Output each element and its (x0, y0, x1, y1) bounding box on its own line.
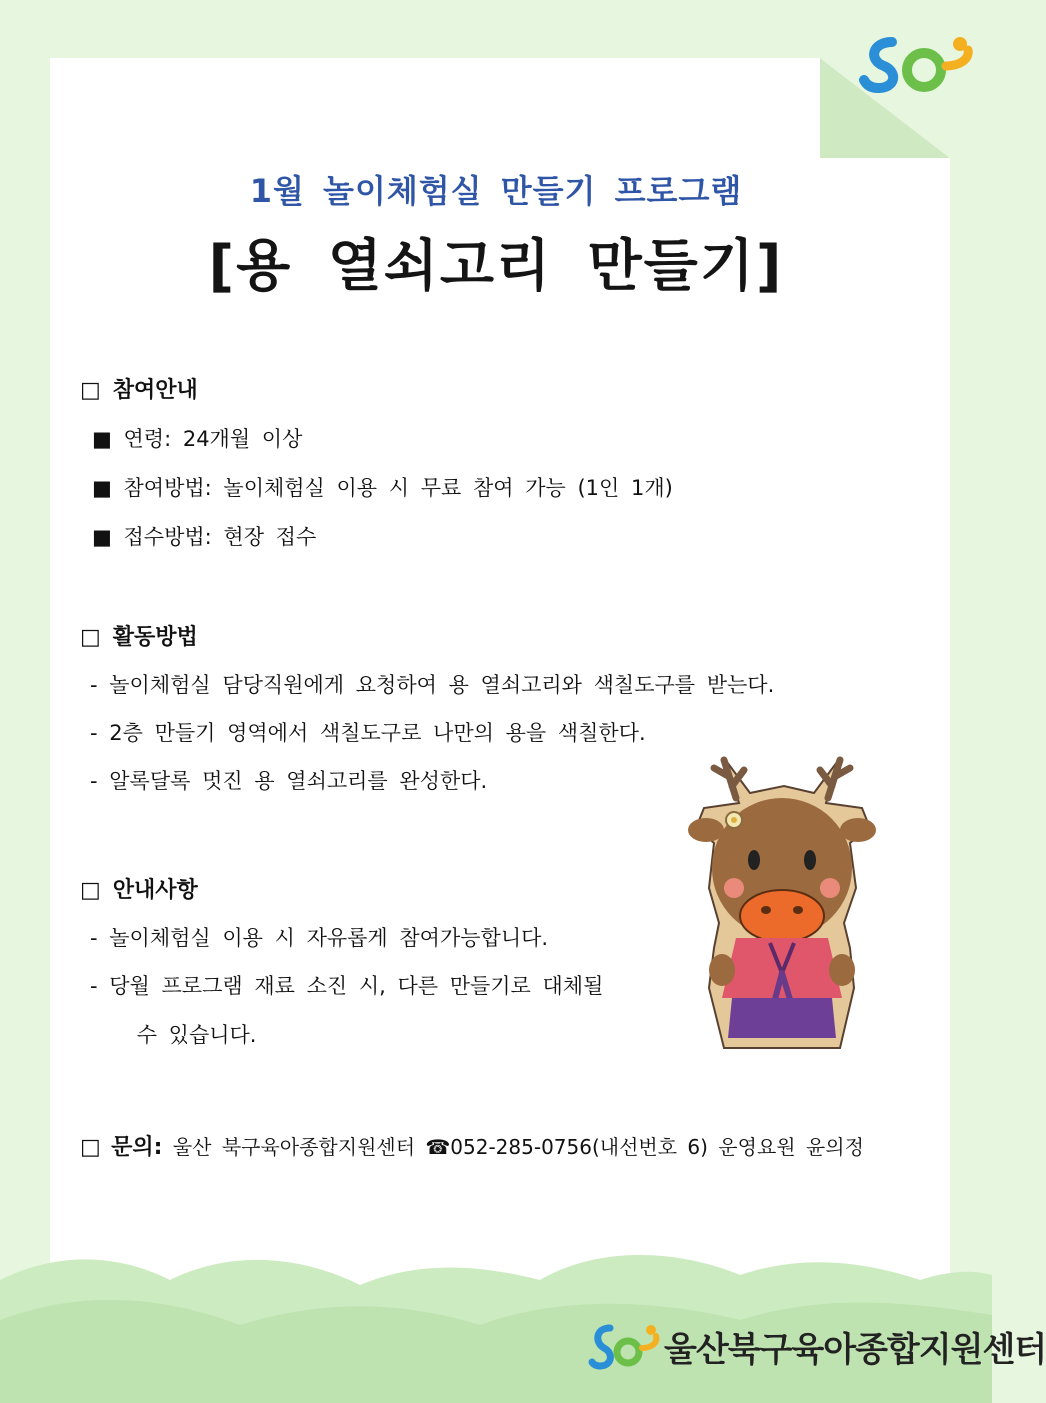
checkbox-square-icon: □ (80, 625, 101, 650)
activity-step-3: - 알록달록 멋진 용 열쇠고리를 완성한다. (90, 769, 488, 793)
notice-item-2: - 당월 프로그램 재료 소진 시, 다른 만들기로 대체될 (90, 974, 604, 998)
page-title: [용 열쇠고리 만들기] (208, 234, 784, 299)
brand-name: 울산북구육아종합지원센터 (664, 1330, 1046, 1370)
checkbox-square-icon: □ (80, 878, 101, 903)
activity-step-2: - 2층 만들기 영역에서 색칠도구로 나만의 용을 색칠한다. (90, 721, 646, 745)
participation-heading (80, 373, 198, 404)
center-logo-icon (862, 30, 980, 102)
activity-heading (80, 620, 198, 651)
contact-label: 문의: (111, 1135, 163, 1160)
notice-heading-text: 안내사항 (112, 878, 198, 903)
dragon-keyring-image (684, 748, 880, 1058)
notice-heading (80, 873, 198, 904)
contact-info (80, 1130, 864, 1161)
notice-item-1: - 놀이체험실 이용 시 자유롭게 참여가능합니다. (90, 926, 549, 950)
participation-method: ■ 참여방법: 놀이체험실 이용 시 무료 참여 가능 (1인 1개) (92, 476, 673, 500)
activity-heading-text: 활동방법 (112, 625, 198, 650)
checkbox-square-icon: □ (80, 1135, 101, 1160)
participation-registration: ■ 접수방법: 현장 접수 (92, 525, 317, 549)
checkbox-square-icon: □ (80, 378, 101, 403)
notice-item-2-continued: 수 있습니다. (90, 1023, 257, 1047)
center-logo-icon (590, 1318, 660, 1380)
activity-step-1: - 놀이체험실 담당직원에게 요청하여 용 열쇠고리와 색칠도구를 받는다. (90, 673, 775, 697)
contact-text: 울산 북구육아종합지원센터 ☎052-285-0756(내선번호 6) 운영요원 윤의정 (172, 1135, 864, 1159)
program-subtitle: 1월 놀이체험실 만들기 프로그램 (249, 172, 743, 210)
participation-heading-text: 참여안내 (112, 378, 198, 403)
participation-age: ■ 연령: 24개월 이상 (92, 427, 303, 451)
